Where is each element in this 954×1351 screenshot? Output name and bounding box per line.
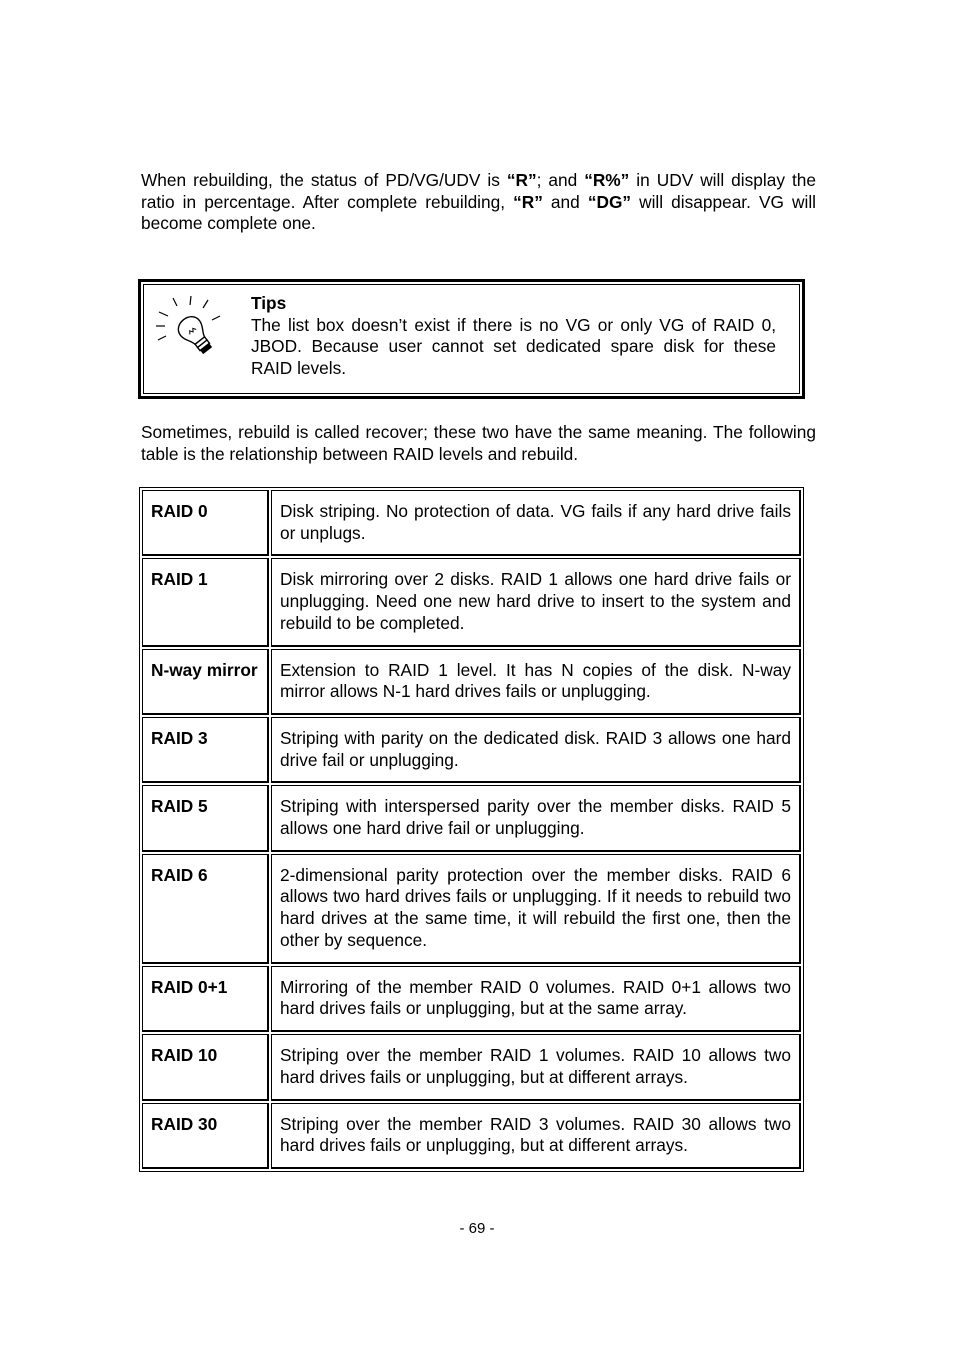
raid-description-cell: Disk mirroring over 2 disks. RAID 1 allows one hard drive fails or unplugging. Need one new hard drive to insert to the system and rebuild to be completed. xyxy=(271,558,801,646)
raid-level-cell: RAID 0 xyxy=(142,490,269,556)
intro-bold-r-percent: “R%” xyxy=(584,170,630,190)
table-row xyxy=(142,1034,801,1100)
table-row xyxy=(142,966,801,1032)
raid-description-cell: Disk striping. No protection of data. VG fails if any hard drive fails or unplugs. xyxy=(271,490,801,556)
raid-description-cell: Striping over the member RAID 1 volumes. RAID 10 allows two hard drives fails or unplugging, but at different arrays. xyxy=(271,1034,801,1100)
raid-description-cell: Extension to RAID 1 level. It has N copies of the disk. N-way mirror allows N-1 hard drives fails or unplugging. xyxy=(271,649,801,715)
raid-level-cell: RAID 1 xyxy=(142,558,269,646)
rebuild-status-paragraph xyxy=(141,170,816,235)
tips-body: The list box doesn’t exist if there is no VG or only VG of RAID 0, JBOD. Because user cannot set dedicated spare disk for these RAID levels. xyxy=(251,314,776,379)
raid-description-cell: Striping with parity on the dedicated disk. RAID 3 allows one hard drive fail or unplugging. xyxy=(271,717,801,783)
recover-intro-paragraph: Sometimes, rebuild is called recover; these two have the same meaning. The following table is the relationship between RAID levels and rebuild. xyxy=(141,422,816,464)
table-row xyxy=(142,1103,801,1169)
intro-bold-r: “R” xyxy=(506,170,537,190)
intro-text-4: and xyxy=(542,191,588,212)
table-row xyxy=(142,558,801,646)
raid-description-cell: Mirroring of the member RAID 0 volumes. RAID 0+1 allows two hard drives fails or unplugging, but at the same array. xyxy=(271,966,801,1032)
tips-title: Tips xyxy=(251,293,287,313)
tips-content xyxy=(251,293,776,380)
raid-level-cell: N-way mirror xyxy=(142,649,269,715)
intro-text-2: ; and xyxy=(536,170,585,190)
raid-level-cell: RAID 30 xyxy=(142,1103,269,1169)
raid-description-cell: 2-dimensional parity protection over the member disks. RAID 6 allows two hard drives fails or unplugging. If it needs to rebuild two hard drives at the same time, it will rebuild the first one, then the other by sequence. xyxy=(271,854,801,964)
raid-level-cell: RAID 0+1 xyxy=(142,966,269,1032)
intro-bold-r-2: “R” xyxy=(513,191,543,212)
raid-description-cell: Striping over the member RAID 3 volumes. RAID 30 allows two hard drives fails or unplugging, but at different arrays. xyxy=(271,1103,801,1169)
lightbulb-icon xyxy=(150,294,230,364)
intro-text-3: in UDV will display the ratio in percentage. After complete rebuilding, xyxy=(141,170,816,212)
table-row xyxy=(142,490,801,556)
raid-rebuild-table xyxy=(139,487,804,1172)
raid-level-cell: RAID 5 xyxy=(142,785,269,851)
raid-level-cell: RAID 3 xyxy=(142,717,269,783)
table-row xyxy=(142,854,801,964)
raid-description-cell: Striping with interspersed parity over the member disks. RAID 5 allows one hard drive fail or unplugging. xyxy=(271,785,801,851)
table-row xyxy=(142,649,801,715)
table-row xyxy=(142,785,801,851)
table-row xyxy=(142,717,801,783)
intro-bold-dg: “DG” xyxy=(587,191,632,212)
intro-text-5: will disappear. VG will become complete one. xyxy=(141,191,817,234)
page-number: - 69 - xyxy=(459,1220,495,1237)
raid-level-cell: RAID 6 xyxy=(142,854,269,964)
raid-level-cell: RAID 10 xyxy=(142,1034,269,1100)
intro-text-1: When rebuilding, the status of PD/VG/UDV is xyxy=(141,170,507,190)
